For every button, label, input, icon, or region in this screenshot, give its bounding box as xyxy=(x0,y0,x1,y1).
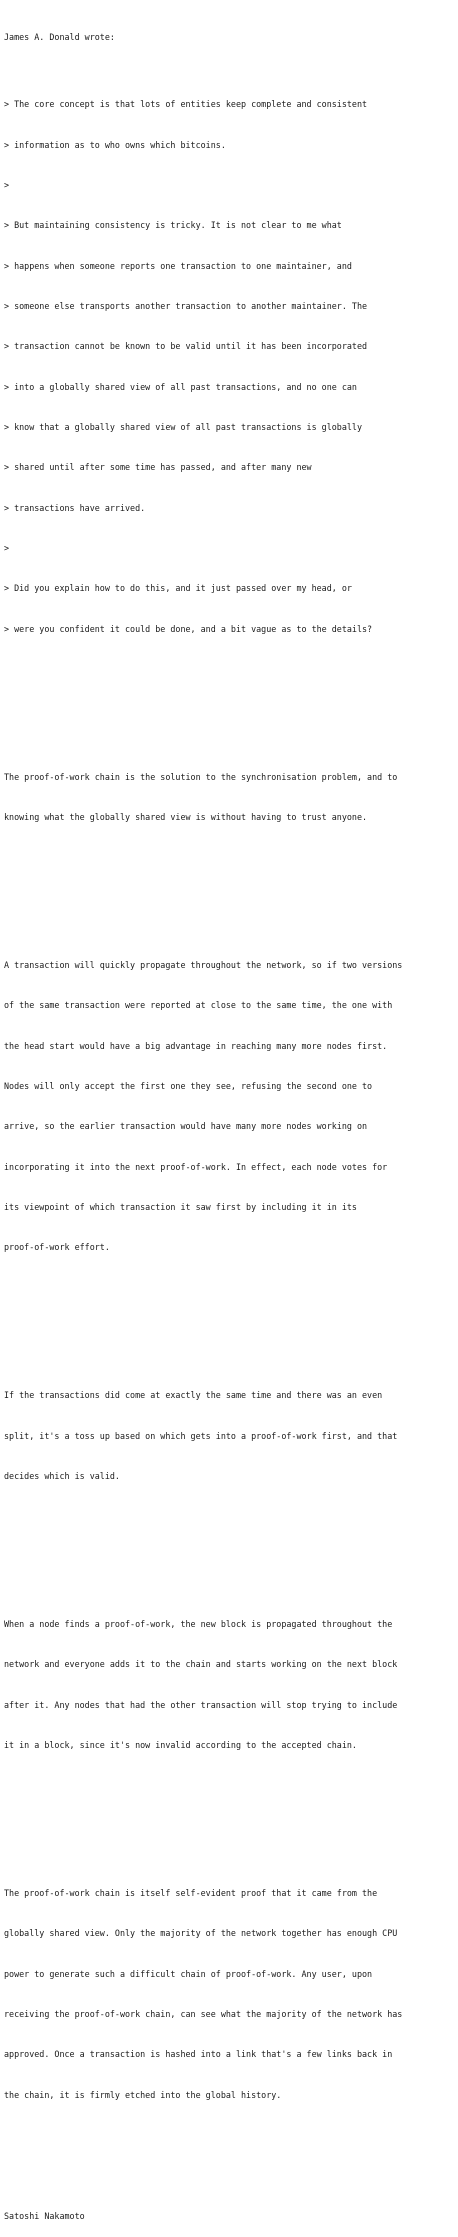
quote-attribution: James A. Donald wrote: xyxy=(4,31,115,42)
quoted-line: > But maintaining consistency is tricky. It is not clear to me what xyxy=(4,220,342,231)
quoted-line: > into a globally shared view of all past transactions, and no one can xyxy=(4,381,357,392)
paragraph-spacer xyxy=(4,1806,456,1819)
paragraph-spacer xyxy=(4,1537,456,1550)
paragraph-line: arrive, so the earlier transaction would have many more nodes working on xyxy=(4,1121,368,1132)
quoted-line: > Did you explain how to do this, and it just passed over my head, or xyxy=(4,583,352,594)
paragraph-line: proof-of-work effort. xyxy=(4,1242,110,1253)
paragraph-tie xyxy=(4,1362,456,1510)
paragraph-line: the chain, it is firmly etched into the global history. xyxy=(4,2089,282,2100)
quoted-line: > xyxy=(4,179,10,190)
paragraph-line: after it. Any nodes that had the other transaction will stop trying to include xyxy=(4,1699,398,1710)
quoted-line: > shared until after some time has passed, and after many new xyxy=(4,462,312,473)
quoted-line: > were you confident it could be done, and a bit vague as to the details? xyxy=(4,623,373,634)
paragraph-line: receiving the proof-of-work chain, can see what the majority of the network has xyxy=(4,2008,403,2019)
paragraph-line: its viewpoint of which transaction it saw first by including it in its xyxy=(4,1201,357,1212)
paragraph-solution xyxy=(4,744,456,852)
paragraph-spacer xyxy=(4,878,456,891)
quoted-line: > transaction cannot be known to be valid until it has been incorporated xyxy=(4,341,368,352)
paragraph-line: split, it's a toss up based on which gets into a proof-of-work first, and that xyxy=(4,1430,398,1441)
paragraph-spacer xyxy=(4,1309,456,1322)
paragraph-line: of the same transaction were reported at close to the same time, the one with xyxy=(4,1000,393,1011)
paragraph-line: incorporating it into the next proof-of-work. In effect, each node votes for xyxy=(4,1161,388,1172)
paragraph-line: A transaction will quickly propagate throughout the network, so if two versions xyxy=(4,959,403,970)
paragraph-spacer xyxy=(4,2156,456,2169)
paragraph-spacer xyxy=(4,690,456,703)
paragraph-line: it in a block, since it's now invalid according to the accepted chain. xyxy=(4,1739,357,1750)
signature: Satoshi Nakamoto xyxy=(4,2210,85,2221)
paragraph-new-block xyxy=(4,1591,456,1779)
paragraph-line: power to generate such a difficult chain of proof-of-work. Any user, upon xyxy=(4,1968,373,1979)
paragraph-line: globally shared view. Only the majority of the network together has enough CPU xyxy=(4,1928,398,1939)
email-document xyxy=(4,4,456,2237)
quoted-block xyxy=(4,71,456,663)
paragraph-line: If the transactions did come at exactly the same time and there was an even xyxy=(4,1390,383,1401)
paragraph-line: When a node finds a proof-of-work, the new block is propagated throughout the xyxy=(4,1618,393,1629)
quoted-line: > know that a globally shared view of all past transactions is globally xyxy=(4,421,362,432)
paragraph-line: knowing what the globally shared view is without having to trust anyone. xyxy=(4,811,368,822)
paragraph-self-evident xyxy=(4,1860,456,2129)
paragraph-line: Nodes will only accept the first one they see, refusing the second one to xyxy=(4,1080,373,1091)
quoted-line: > information as to who owns which bitcoins. xyxy=(4,139,226,150)
paragraph-line: the head start would have a big advantage in reaching many more nodes first. xyxy=(4,1040,388,1051)
paragraph-propagation xyxy=(4,932,456,1282)
quoted-line: > someone else transports another transaction to another maintainer. The xyxy=(4,300,368,311)
paragraph-line: The proof-of-work chain is itself self-evident proof that it came from the xyxy=(4,1887,378,1898)
quoted-line: > transactions have arrived. xyxy=(4,502,146,513)
quoted-line: > xyxy=(4,542,10,553)
paragraph-line: approved. Once a transaction is hashed into a link that's a few links back in xyxy=(4,2049,393,2060)
paragraph-line: decides which is valid. xyxy=(4,1470,120,1481)
quoted-line: > The core concept is that lots of entities keep complete and consistent xyxy=(4,99,368,110)
quoted-line: > happens when someone reports one transaction to one maintainer, and xyxy=(4,260,352,271)
paragraph-line: The proof-of-work chain is the solution to the synchronisation problem, and to xyxy=(4,771,398,782)
paragraph-line: network and everyone adds it to the chain and starts working on the next block xyxy=(4,1659,398,1670)
